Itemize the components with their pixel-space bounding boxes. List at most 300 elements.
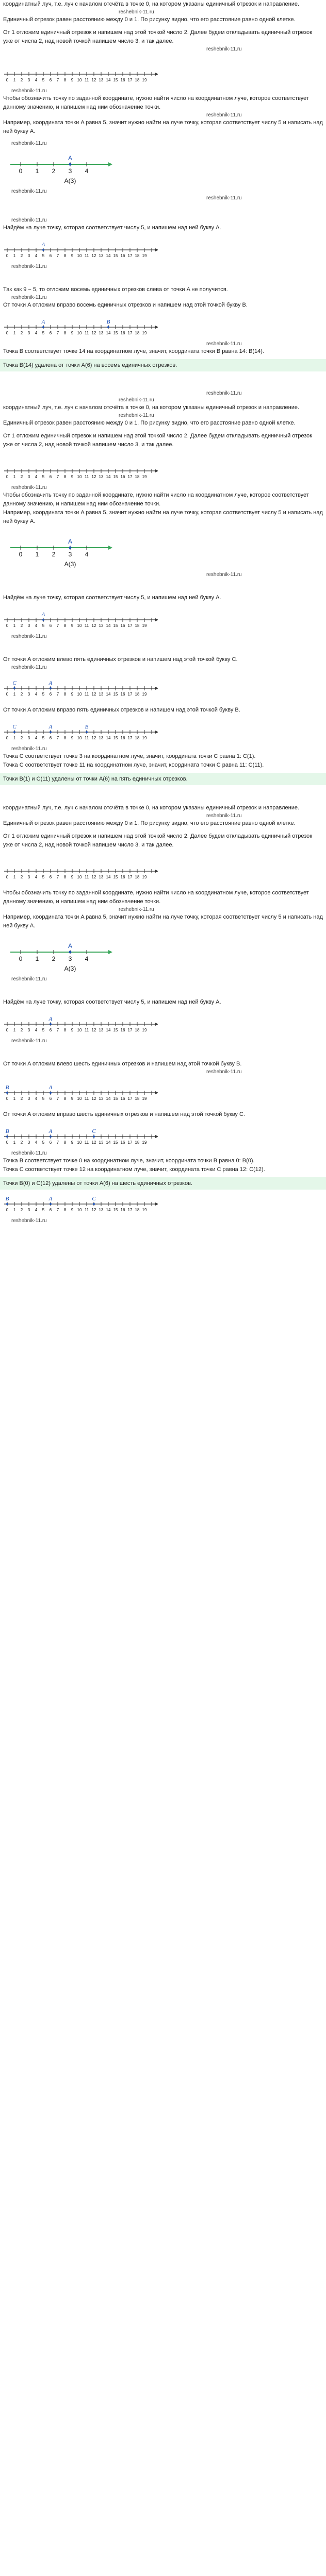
point-marker [13, 687, 15, 689]
tick-label: 9 [71, 1140, 74, 1145]
point-label: A [48, 1084, 53, 1091]
tick-label: 2 [52, 167, 56, 175]
tick-label: 11 [84, 1028, 89, 1032]
tick-label: 9 [71, 1096, 74, 1101]
tick-label: 7 [56, 623, 59, 628]
intro-paragraph: От 1 отложим единичный отрезок и напишем над этой точкой число 2. Далее будем откладывать единичный отрезок уже от числа 2, над новой точкой напишем число 3, и так далее. [3, 833, 313, 848]
point-marker [50, 1023, 52, 1025]
tick-label: 10 [77, 736, 82, 740]
tick-label: 11 [84, 1140, 89, 1145]
watermark: reshebnik-11.ru [11, 1038, 47, 1044]
tick-label: 6 [49, 1140, 52, 1145]
tick-label: 8 [63, 1208, 67, 1212]
tick-label: 12 [91, 1140, 96, 1145]
tick-label: 9 [71, 78, 74, 82]
point-label: C [92, 1128, 96, 1134]
tick-label: 4 [35, 331, 38, 335]
step-text: Так как 9 − 5, то отложим восемь единичных отрезков слева от точки A не получится. [3, 286, 228, 293]
tick-label: 4 [35, 736, 38, 740]
tick-label: 5 [42, 331, 45, 335]
tick-label: 4 [35, 623, 38, 628]
tick-label: 15 [113, 253, 118, 258]
tick-label: 6 [49, 736, 52, 740]
tick-label: 4 [35, 1140, 38, 1145]
tick-label: 3 [27, 1140, 30, 1145]
watermark: reshebnik-11.ru [11, 746, 47, 752]
tick-label: 15 [113, 623, 118, 628]
tick-label: 14 [106, 736, 111, 740]
point-marker [6, 1203, 8, 1205]
tick-label: 3 [27, 1028, 30, 1032]
axis-arrow [155, 1023, 158, 1026]
tick-label: 3 [27, 623, 30, 628]
watermark: reshebnik-11.ru [119, 9, 154, 15]
tick-label: 7 [56, 253, 59, 258]
number-line [3, 239, 158, 261]
tick-label: 3 [27, 1208, 30, 1212]
watermark: reshebnik-11.ru [11, 295, 47, 300]
tick-label: 3 [27, 692, 30, 697]
point-label: A [48, 1016, 53, 1022]
tick-label: 5 [42, 253, 45, 258]
tick-label: 0 [6, 1028, 9, 1032]
tick-label: 14 [106, 692, 111, 697]
tick-label: 16 [120, 1140, 125, 1145]
tick-label: 8 [63, 331, 67, 335]
tick-label: 5 [42, 875, 45, 879]
tick-label: 1 [35, 551, 39, 558]
tick-label: 19 [142, 78, 147, 82]
tick-label: 0 [6, 875, 9, 879]
point-label: A [41, 242, 45, 248]
point-coordinate-label: A(3) [64, 177, 76, 184]
tick-label: 11 [84, 875, 89, 879]
tick-label: 9 [71, 736, 74, 740]
tick-label: 12 [91, 1208, 96, 1212]
point-marker [13, 731, 15, 733]
tick-label: 6 [49, 78, 52, 82]
tick-label: 12 [91, 474, 96, 479]
point-label: B [5, 1084, 9, 1091]
tick-label: 6 [49, 253, 52, 258]
tick-label: 11 [84, 623, 89, 628]
watermark: reshebnik-11.ru [206, 112, 242, 118]
tick-label: 18 [135, 1140, 140, 1145]
tick-label: 9 [71, 1028, 74, 1032]
tick-label: 2 [20, 1208, 23, 1212]
tick-label: 3 [27, 474, 30, 479]
tick-label: 17 [127, 1028, 133, 1032]
tick-label: 14 [106, 78, 111, 82]
watermark: reshebnik-11.ru [11, 217, 47, 223]
tick-label: 14 [106, 1096, 111, 1101]
tick-label: 18 [135, 78, 140, 82]
watermark: reshebnik-11.ru [11, 665, 47, 670]
point-marker [86, 731, 88, 733]
watermark: reshebnik-11.ru [11, 634, 47, 639]
tick-label: 1 [13, 1096, 16, 1101]
tick-label: 15 [113, 692, 118, 697]
tick-label: 19 [142, 623, 147, 628]
point-marker [69, 547, 72, 549]
tick-label: 0 [6, 623, 9, 628]
tick-label: 5 [42, 692, 45, 697]
watermark: reshebnik-11.ru [206, 46, 242, 52]
intro-paragraph: Чтобы обозначить точку по заданной координате, нужно найти число на координатном луче, которое соответствует данному значению, и напишем над ним обозначение точки. [3, 95, 309, 110]
tick-label: 4 [35, 1028, 38, 1032]
tick-label: 12 [91, 875, 96, 879]
watermark: reshebnik-11.ru [206, 572, 242, 578]
intro-paragraph: Чтобы обозначить точку по заданной координате, нужно найти число на координатном луче, которое соответствует данному значению, и напишем над ним обозначение точки. [3, 492, 309, 507]
point-marker [69, 163, 72, 166]
tick-label: 3 [27, 78, 30, 82]
point-label: A [48, 680, 53, 686]
point-label: A [48, 1128, 53, 1134]
tick-label: 13 [99, 692, 104, 697]
tick-label: 15 [113, 331, 118, 335]
watermark: reshebnik-11.ru [11, 189, 47, 194]
step-text: От точки A отложим вправо пять единичных отрезков и напишем над этой точкой букву B. [3, 707, 240, 713]
tick-label: 3 [68, 167, 72, 175]
watermark: reshebnik-11.ru [206, 1069, 242, 1075]
tick-label: 2 [20, 875, 23, 879]
tick-label: 17 [127, 875, 133, 879]
tick-label: 4 [35, 78, 38, 82]
tick-label: 17 [127, 78, 133, 82]
axis-arrow [108, 950, 112, 954]
tick-label: 10 [77, 623, 82, 628]
tick-label: 9 [71, 692, 74, 697]
step-text: От точки A отложим вправо шесть единичных отрезков и напишем над этой точкой букву C. [3, 1111, 245, 1117]
answer-highlight: Точки B(0) и C(12) удалены от точки A(6) на шесть единичных отрезков. [0, 1177, 326, 1190]
point-label: B [5, 1128, 9, 1134]
tick-label: 11 [84, 331, 89, 335]
tick-label: 8 [63, 623, 67, 628]
tick-label: 1 [13, 1028, 16, 1032]
tick-label: 19 [142, 253, 147, 258]
axis-arrow [155, 1202, 158, 1206]
tick-label: 12 [91, 736, 96, 740]
tick-label: 12 [91, 1096, 96, 1101]
intro-paragraph: От 1 отложим единичный отрезок и напишем над этой точкой число 2. Далее будем откладывать единичный отрезок уже от числа 2, над новой точкой напишем число 3, и так далее. [3, 29, 313, 44]
tick-label: 18 [135, 875, 140, 879]
tick-label: 19 [142, 736, 147, 740]
tick-label: 14 [106, 1140, 111, 1145]
watermark: reshebnik-11.ru [11, 976, 47, 982]
tick-label: 17 [127, 736, 133, 740]
small-number-line [5, 937, 139, 974]
tick-label: 7 [56, 78, 59, 82]
tick-label: 11 [84, 78, 89, 82]
tick-label: 3 [68, 955, 72, 962]
tick-label: 1 [13, 331, 16, 335]
tick-label: 7 [56, 692, 59, 697]
point-marker [42, 249, 44, 251]
tick-label: 2 [52, 551, 56, 558]
tick-label: 16 [120, 474, 125, 479]
watermark: reshebnik-11.ru [119, 907, 154, 912]
tick-label: 4 [35, 474, 38, 479]
number-line [3, 460, 158, 482]
tick-label: 2 [20, 474, 23, 479]
tick-label: 15 [113, 736, 118, 740]
tick-label: 3 [27, 1096, 30, 1101]
tick-label: 18 [135, 623, 140, 628]
tick-label: 17 [127, 1140, 133, 1145]
tick-label: 16 [120, 623, 125, 628]
number-line [3, 721, 158, 743]
intro-paragraph: координатный луч, т.е. луч с началом отсчёта в точке 0, на котором указаны единичный отрезок и направление. [3, 404, 300, 411]
tick-label: 4 [35, 875, 38, 879]
watermark: reshebnik-11.ru [206, 391, 242, 396]
tick-label: 18 [135, 331, 140, 335]
tick-label: 7 [56, 736, 59, 740]
tick-label: 0 [6, 1096, 9, 1101]
tick-label: 8 [63, 875, 67, 879]
tick-label: 9 [71, 1208, 74, 1212]
point-label: A [68, 155, 73, 162]
tick-label: 3 [27, 253, 30, 258]
tick-label: 15 [113, 1140, 118, 1145]
tick-label: 0 [19, 167, 23, 175]
number-line [3, 608, 158, 631]
tick-label: 2 [20, 1096, 23, 1101]
tick-label: 5 [42, 474, 45, 479]
tick-label: 16 [120, 875, 125, 879]
point-label: B [85, 724, 89, 730]
point-marker [50, 1203, 52, 1205]
tick-label: 13 [99, 474, 104, 479]
tick-label: 1 [13, 1140, 16, 1145]
tick-label: 8 [63, 1028, 67, 1032]
tick-label: 19 [142, 1208, 147, 1212]
tick-label: 8 [63, 736, 67, 740]
step-text: От точки A отложим вправо восемь единичных отрезков и напишем над этой точкой букву B. [3, 302, 248, 308]
watermark: reshebnik-11.ru [119, 413, 154, 418]
watermark: reshebnik-11.ru [11, 485, 47, 490]
number-line [3, 316, 158, 338]
tick-label: 13 [99, 1028, 104, 1032]
watermark: reshebnik-11.ru [11, 1150, 47, 1156]
tick-label: 13 [99, 1096, 104, 1101]
tick-label: 12 [91, 331, 96, 335]
tick-label: 14 [106, 331, 111, 335]
step-text: Точка C соответствует точке 12 на координатном луче, значит, координата точки C равна 12: C(12). [3, 1166, 265, 1173]
watermark: reshebnik-11.ru [11, 1218, 47, 1224]
tick-label: 18 [135, 736, 140, 740]
tick-label: 5 [42, 1096, 45, 1101]
tick-label: 14 [106, 253, 111, 258]
axis-arrow [155, 870, 158, 873]
axis-arrow [155, 618, 158, 621]
tick-label: 18 [135, 692, 140, 697]
point-label: A [68, 538, 73, 545]
point-marker [93, 1136, 95, 1138]
tick-label: 11 [84, 1096, 89, 1101]
tick-label: 5 [42, 78, 45, 82]
tick-label: 7 [56, 1028, 59, 1032]
tick-label: 0 [6, 474, 9, 479]
tick-label: 18 [135, 253, 140, 258]
point-label: A [68, 942, 73, 950]
tick-label: 3 [27, 331, 30, 335]
tick-label: 12 [91, 253, 96, 258]
tick-label: 13 [99, 1140, 104, 1145]
tick-label: 9 [71, 623, 74, 628]
find-point-text: Найдём на луче точку, которая соответствует числу 5, и напишем над ней букву A. [3, 595, 221, 601]
tick-label: 6 [49, 1208, 52, 1212]
point-label: A [41, 612, 45, 618]
tick-label: 17 [127, 1208, 133, 1212]
tick-label: 11 [84, 474, 89, 479]
tick-label: 2 [20, 623, 23, 628]
point-marker [107, 326, 109, 328]
number-line [3, 1125, 158, 1148]
tick-label: 1 [35, 955, 39, 962]
answer-highlight: Точки B(1) и C(11) удалены от точки A(6) на пять единичных отрезков. [0, 773, 326, 785]
tick-label: 0 [19, 955, 23, 962]
tick-label: 11 [84, 692, 89, 697]
tick-label: 7 [56, 875, 59, 879]
intro-paragraph: Например, координата точки A равна 5, значит нужно найти на луче точку, которая соответствует числу 5 и написать над ней букву A. [3, 914, 323, 929]
tick-label: 12 [91, 692, 96, 697]
tick-label: 1 [13, 623, 16, 628]
intro-paragraph: Единичный отрезок равен расстоянию между 0 и 1. По рисунку видно, что его расстояние равно одной клетке. [3, 820, 296, 826]
point-label: C [92, 1196, 96, 1202]
tick-label: 6 [49, 331, 52, 335]
tick-label: 7 [56, 474, 59, 479]
tick-label: 14 [106, 474, 111, 479]
tick-label: 2 [20, 78, 23, 82]
tick-label: 13 [99, 623, 104, 628]
intro-paragraph: Например, координата точки A равна 5, значит нужно найти на луче точку, которая соответствует числу 5 и написать над ней букву A. [3, 510, 323, 524]
tick-label: 8 [63, 78, 67, 82]
tick-label: 19 [142, 1140, 147, 1145]
tick-label: 15 [113, 875, 118, 879]
tick-label: 0 [6, 1140, 9, 1145]
tick-label: 10 [77, 253, 82, 258]
tick-label: 8 [63, 692, 67, 697]
tick-label: 19 [142, 1028, 147, 1032]
step-text: Точка C соответствует точке 3 на координатном луче, значит, координата точки C равна 1: C(1). [3, 753, 256, 759]
tick-label: 6 [49, 623, 52, 628]
tick-label: 4 [35, 253, 38, 258]
point-marker [6, 1136, 8, 1138]
tick-label: 0 [19, 551, 23, 558]
find-point-text: Найдём на луче точку, которая соответствует числу 5, и напишем над ней букву A. [3, 225, 221, 231]
intro-paragraph: Единичный отрезок равен расстоянию между 0 и 1. По рисунку видно, что его расстояние равно одной клетке. [3, 420, 296, 426]
tick-label: 3 [27, 875, 30, 879]
tick-label: 2 [20, 692, 23, 697]
tick-label: 19 [142, 331, 147, 335]
tick-label: 13 [99, 253, 104, 258]
tick-label: 15 [113, 1096, 118, 1101]
point-marker [93, 1203, 95, 1205]
tick-label: 16 [120, 78, 125, 82]
answer-highlight: Точка B(14) удалена от точки A(6) на восемь единичных отрезков. [0, 359, 326, 371]
tick-label: 17 [127, 1096, 133, 1101]
tick-label: 1 [13, 474, 16, 479]
tick-label: 0 [6, 331, 9, 335]
tick-label: 2 [20, 736, 23, 740]
tick-label: 1 [13, 253, 16, 258]
tick-label: 10 [77, 1028, 82, 1032]
watermark: reshebnik-11.ru [206, 341, 242, 347]
tick-label: 1 [13, 692, 16, 697]
tick-label: 13 [99, 1208, 104, 1212]
watermark: reshebnik-11.ru [11, 141, 47, 146]
step-text: Точка B соответствует точке 0 на координатном луче, значит, координата точки B равна 0: B(0). [3, 1158, 255, 1164]
tick-label: 14 [106, 875, 111, 879]
tick-label: 16 [120, 1028, 125, 1032]
tick-label: 1 [13, 736, 16, 740]
tick-label: 16 [120, 1208, 125, 1212]
tick-label: 16 [120, 253, 125, 258]
tick-label: 13 [99, 331, 104, 335]
intro-paragraph: От 1 отложим единичный отрезок и напишем над этой точкой число 2. Далее будем откладывать единичный отрезок уже от числа 2, над новой точкой напишем число 3, и так далее. [3, 433, 313, 448]
tick-label: 2 [20, 1028, 23, 1032]
tick-label: 19 [142, 875, 147, 879]
tick-label: 4 [85, 167, 89, 175]
tick-label: 8 [63, 253, 67, 258]
tick-label: 16 [120, 1096, 125, 1101]
tick-label: 0 [6, 692, 9, 697]
tick-label: 17 [127, 692, 133, 697]
tick-label: 14 [106, 1028, 111, 1032]
axis-arrow [155, 73, 158, 76]
tick-label: 9 [71, 331, 74, 335]
tick-label: 1 [13, 78, 16, 82]
point-marker [50, 1136, 52, 1138]
point-marker [69, 951, 72, 954]
tick-label: 4 [35, 692, 38, 697]
point-label: C [12, 724, 17, 730]
intro-paragraph: Чтобы обозначить точку по заданной координате, нужно найти число на координатном луче, которое соответствует данному значению, и напишем над ним обозначение точки. [3, 890, 309, 905]
step-text: От точки A отложим влево пять единичных отрезков и напишем над этой точкой букву C. [3, 656, 238, 663]
tick-label: 10 [77, 1096, 82, 1101]
tick-label: 11 [84, 1208, 89, 1212]
tick-label: 9 [71, 474, 74, 479]
tick-label: 14 [106, 623, 111, 628]
tick-label: 9 [71, 875, 74, 879]
axis-arrow [155, 248, 158, 251]
number-line [3, 1193, 158, 1215]
watermark: reshebnik-11.ru [11, 264, 47, 269]
tick-label: 15 [113, 1028, 118, 1032]
tick-label: 18 [135, 1208, 140, 1212]
intro-paragraph: координатный луч, т.е. луч с началом отсчёта в точке 0, на котором указаны единичный отрезок и направление. [3, 805, 300, 811]
tick-label: 12 [91, 623, 96, 628]
point-marker [50, 687, 52, 689]
watermark: reshebnik-11.ru [11, 88, 47, 94]
point-label: B [106, 319, 110, 325]
tick-label: 11 [84, 736, 89, 740]
point-label: B [5, 1196, 9, 1202]
tick-label: 13 [99, 736, 104, 740]
tick-label: 0 [6, 78, 9, 82]
point-marker [50, 1092, 52, 1094]
tick-label: 10 [77, 875, 82, 879]
number-line [3, 860, 158, 883]
tick-label: 9 [71, 253, 74, 258]
step-text: Точка C соответствует точке 11 на координатном луче, значит, координата точки C равна 11: C(11). [3, 762, 264, 768]
tick-label: 10 [77, 78, 82, 82]
tick-label: 18 [135, 474, 140, 479]
tick-label: 8 [63, 1140, 67, 1145]
tick-label: 13 [99, 875, 104, 879]
tick-label: 16 [120, 692, 125, 697]
tick-label: 15 [113, 474, 118, 479]
